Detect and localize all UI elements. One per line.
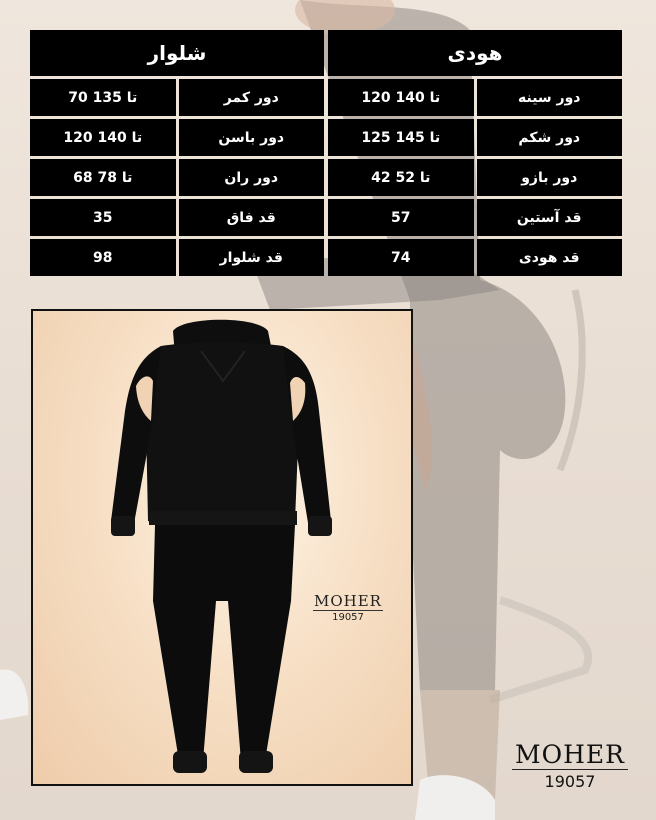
hoodie-label: قد آستین	[477, 199, 623, 236]
product-code: 19057	[544, 772, 596, 791]
hoodie-value: 120 تا 140	[328, 79, 474, 116]
hoodie-value: 42 تا 52	[328, 159, 474, 196]
hoodie-label: قد هودی	[477, 239, 623, 276]
hoodie-size-section	[328, 30, 622, 276]
hoodie-label: دور بازو	[477, 159, 623, 196]
hoodie-label: دور سینه	[477, 79, 623, 116]
product-image-card	[31, 309, 413, 786]
pants-row	[30, 239, 324, 276]
hoodie-row	[328, 239, 622, 276]
pants-label: قد فاق	[179, 199, 325, 236]
pants-value: 98	[30, 239, 176, 276]
pants-label: قد شلوار	[179, 239, 325, 276]
pants-header: شلوار	[30, 30, 324, 76]
card-brand-logo	[313, 592, 383, 623]
pants-size-section	[30, 30, 324, 276]
pants-value: 70 تا 135	[30, 79, 176, 116]
card-brand-name: MOHER	[314, 592, 382, 610]
pants-row	[30, 199, 324, 236]
card-product-code: 19057	[332, 612, 364, 623]
hoodie-row	[328, 119, 622, 156]
hoodie-row	[328, 199, 622, 236]
pants-row	[30, 159, 324, 196]
size-table	[30, 30, 622, 276]
hoodie-value: 57	[328, 199, 474, 236]
hoodie-value: 74	[328, 239, 474, 276]
pants-label: دور کمر	[179, 79, 325, 116]
pants-label: دور باسن	[179, 119, 325, 156]
pants-value: 35	[30, 199, 176, 236]
hoodie-header: هودی	[328, 30, 622, 76]
pants-value: 120 تا 140	[30, 119, 176, 156]
hoodie-value: 125 تا 145	[328, 119, 474, 156]
hoodie-row	[328, 159, 622, 196]
hoodie-label: دور شکم	[477, 119, 623, 156]
brand-name: MOHER	[512, 741, 628, 770]
hoodie-row	[328, 79, 622, 116]
tracksuit-illustration	[33, 311, 411, 784]
pants-value: 68 تا 78	[30, 159, 176, 196]
pants-label: دور ران	[179, 159, 325, 196]
brand-logo	[512, 741, 628, 791]
pants-row	[30, 119, 324, 156]
pants-row	[30, 79, 324, 116]
